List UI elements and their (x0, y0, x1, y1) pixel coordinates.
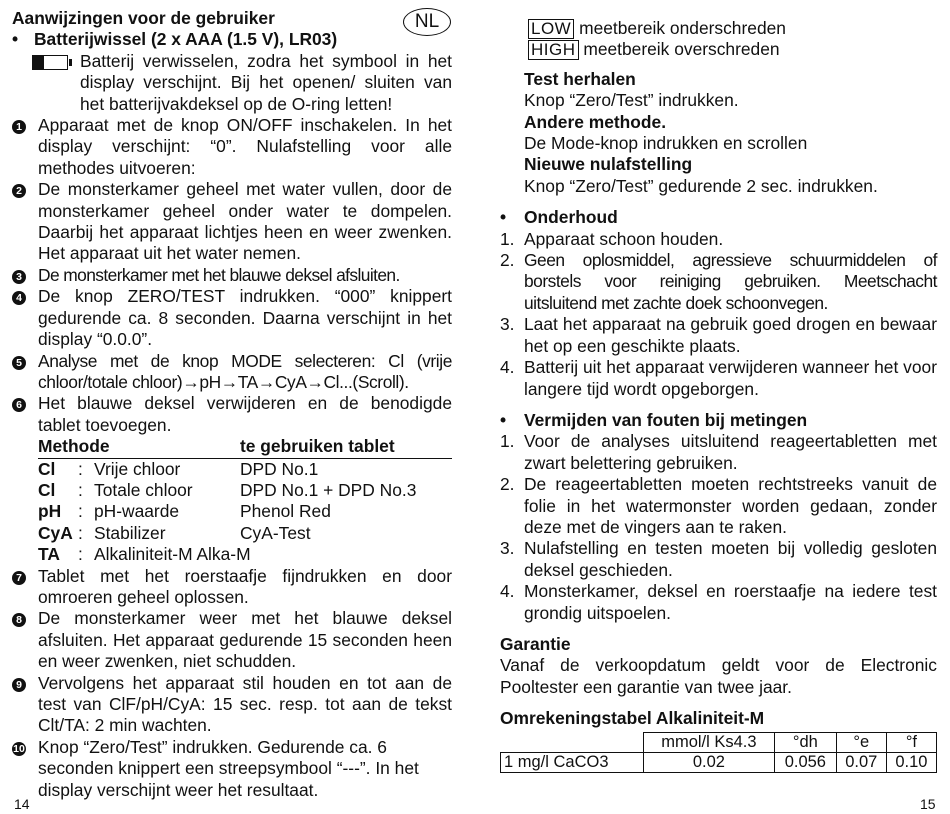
maintenance-heading: • Onderhoud (500, 207, 618, 228)
page-number-left: 14 (14, 796, 30, 812)
bullet: • (12, 29, 19, 50)
method-table-header: Methode te gebruiken tablet (38, 436, 452, 458)
maintenance-section (500, 207, 937, 400)
list-item: 2. De reageertabletten moeten rechtstreeks vanuit de folie in het watermonster worden gedaan, zonder deze met de vingers aan te raken. (500, 474, 937, 537)
left-column (12, 8, 452, 801)
list-item: 3. Nulafstelling en testen moeten bij volledig gesloten deksel geschieden. (500, 538, 937, 580)
step-number: 1 (12, 120, 26, 134)
warranty-section: Garantie Vanaf de verkoopdatum geldt voor de Electronic Pooltester een garantie van twee jaar. (500, 633, 937, 697)
conversion-table (500, 732, 937, 773)
step-item: 3 De monsterkamer met het blauwe deksel afsluiten. (12, 265, 452, 286)
step-number: 4 (12, 291, 26, 305)
conversion-heading: Omrekeningstabel Alkaliniteit-M (500, 708, 765, 729)
other-method-heading: Andere methode. (524, 111, 667, 132)
method-table (38, 436, 452, 565)
steps-list-2 (12, 566, 452, 801)
language-badge: NL (403, 8, 451, 36)
step-item: 8 De monsterkamer weer met het blauwe deksel afsluiten. Het apparaat gedurende 15 seconden heen en weer zwenken, niet schudden. (12, 608, 452, 672)
step-item: 4 De knop ZERO/TEST indrukken. “000” knippert gedurende ca. 8 seconden. Daarna verschijnt in het display “0.0.0”. (12, 286, 452, 350)
step-number: 7 (12, 571, 26, 585)
range-legend (500, 18, 937, 61)
step-item: 1 Apparaat met de knop ON/OFF inschakelen. In het display verschijnt: “0”. Nulafstelling voor alle methodes uitvoeren: (12, 115, 452, 179)
list-item: 2. Geen oplosmiddel, agressieve schuurmiddelen of borstels voor reiniging gebruiken. Meetschacht uitsluitend met zachte doek schoonvegen. (500, 250, 937, 313)
step-number: 8 (12, 613, 26, 627)
conversion-header-row: mmol/l Ks4.3 °dh °e °f (501, 732, 937, 752)
conversion-row: 1 mg/l CaCO3 0.02 0.056 0.07 0.10 (501, 752, 937, 772)
step-item: 9 Vervolgens het apparaat stil houden en tot aan de test van ClF/pH/CyA: 15 sec. resp. tot aan de tekst Clt/TA: 2 min wachten. (12, 673, 452, 737)
errors-section (500, 410, 937, 624)
new-zero-heading: Nieuwe nulafstelling (524, 154, 693, 175)
steps-list (12, 115, 452, 436)
battery-heading: • Batterijwissel (2 x AAA (1.5 V), LR03) (12, 29, 338, 50)
errors-heading: • Vermijden van fouten bij metingen (500, 409, 808, 430)
low-row: LOW meetbereik onderschreden (528, 18, 937, 39)
list-item: 4. Monsterkamer, deksel en roerstaafje na iedere test grondig uitspoelen. (500, 581, 937, 623)
right-column (500, 18, 937, 773)
page-number-right: 15 (920, 796, 936, 812)
repeat-section: Test herhalen Knop “Zero/Test” indrukken. Andere methode. De Mode-knop indrukken en scrollen Nieuwe nulafstelling Knop “Zero/Test” gedurende 2 sec. indrukken. (500, 69, 937, 197)
step-number: 9 (12, 678, 26, 692)
step-number: 2 (12, 184, 26, 198)
list-item: 1. Voor de analyses uitsluitend reageertabletten met zwart belettering gebruiken. (500, 431, 937, 473)
low-label: LOW (528, 19, 574, 39)
step-item: 2 De monsterkamer geheel met water vullen, door de monsterkamer geheel onder water te dompelen. Daarbij het apparaat lichtjes heen en weer zwenken. Het apparaat uit het water nemen. (12, 179, 452, 265)
step-item: 5 Analyse met de knop MODE selecteren: Cl (vrije chloor/totale chloor)→pH→TA→CyA→Cl...(Scroll). (12, 351, 452, 394)
method-row: Cl : Totale chloor DPD No.1 + DPD No.3 (38, 479, 417, 500)
step-item: 6 Het blauwe deksel verwijderen en de benodigde tablet toevoegen. (12, 393, 452, 436)
page-title: Aanwijzingen voor de gebruiker (12, 8, 275, 28)
method-row: TA : Alkaliniteit-M Alka-M (38, 544, 251, 565)
method-row: pH : pH-waarde Phenol Red (38, 501, 331, 522)
step-number: 5 (12, 356, 26, 370)
warranty-heading: Garantie (500, 633, 571, 654)
step-number: 3 (12, 270, 26, 284)
repeat-heading: Test herhalen (524, 68, 636, 89)
step-item: 10 Knop “Zero/Test” indrukken. Gedurende ca. 6 seconden knippert een streepsymbool “---”. In het display verschijnt weer het resultaat. (13, 736, 419, 800)
step-number: 6 (12, 398, 26, 412)
method-row: Cl : Vrije chloor DPD No.1 (38, 458, 319, 479)
battery-icon (32, 55, 68, 70)
list-item: 4. Batterij uit het apparaat verwijderen wanneer het voor langere tijd wordt opgeborgen. (500, 357, 937, 399)
method-table-wrap (12, 436, 452, 565)
method-row: CyA : Stabilizer CyA-Test (38, 522, 311, 543)
battery-paragraph: Batterij verwisselen, zodra het symbool in het display verschijnt. Bij het openen/ sluiten van het batterijvakdeksel op de O-ring letten! (12, 51, 452, 115)
step-number: 10 (13, 742, 25, 755)
conversion-section (500, 708, 937, 772)
step-item: 7 Tablet met het roerstaafje fijndrukken en door omroeren geheel oplossen. (12, 566, 452, 609)
high-row: HIGH meetbereik overschreden (528, 39, 937, 60)
list-item: 1. Apparaat schoon houden. (500, 228, 724, 249)
list-item: 3. Laat het apparaat na gebruik goed drogen en bewaar het op een geschikte plaats. (500, 314, 937, 356)
high-label: HIGH (528, 40, 579, 60)
